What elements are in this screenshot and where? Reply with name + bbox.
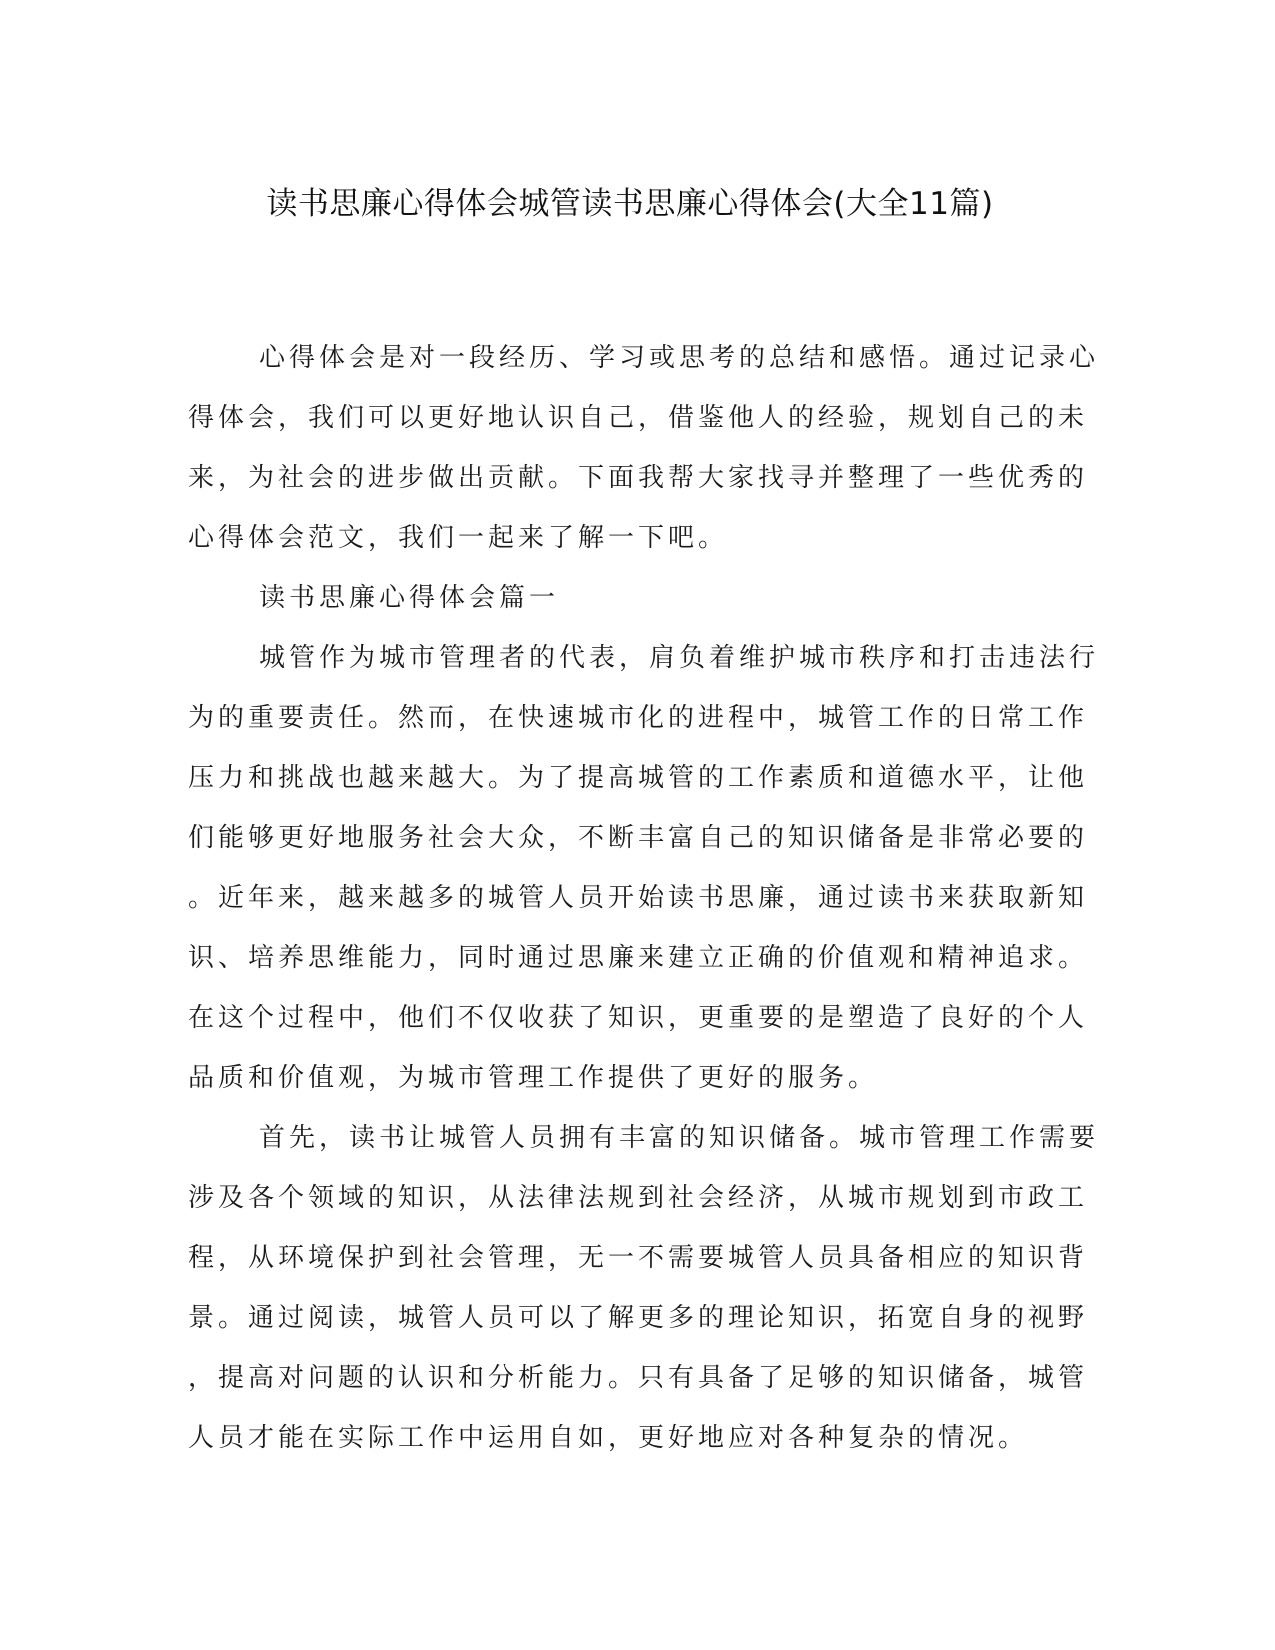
document-title: 读书思廉心得体会城管读书思廉心得体会(大全11篇) xyxy=(266,186,994,222)
body-line: 为的重要责任。然而，在快速城市化的进程中，城管工作的日常工作 xyxy=(188,703,1089,733)
body-line: 心得体会范文，我们一起来了解一下吧。 xyxy=(188,523,729,553)
body-line: 识、培养思维能力，同时通过思廉来建立正确的价值观和精神追求。 xyxy=(188,943,1089,973)
body-line: ，提高对问题的认识和分析能力。只有具备了足够的知识储备，城管 xyxy=(188,1363,1089,1393)
body-line: 景。通过阅读，城管人员可以了解更多的理论知识，拓宽自身的视野 xyxy=(188,1303,1089,1333)
body-line: 人员才能在实际工作中运用自如，更好地应对各种复杂的情况。 xyxy=(188,1423,1029,1453)
section-heading: 读书思廉心得体会篇一 xyxy=(259,583,560,613)
body-line: 涉及各个领域的知识，从法律法规到社会经济，从城市规划到市政工 xyxy=(188,1183,1089,1213)
body-line: 心得体会是对一段经历、学习或思考的总结和感悟。通过记录心 xyxy=(259,343,1100,373)
body-line: 得体会，我们可以更好地认识自己，借鉴他人的经验，规划自己的未 xyxy=(188,403,1089,433)
body-line: 首先，读书让城管人员拥有丰富的知识储备。城市管理工作需要 xyxy=(259,1123,1100,1153)
body-line: 压力和挑战也越来越大。为了提高城管的工作素质和道德水平，让他 xyxy=(188,763,1089,793)
body-line: 在这个过程中，他们不仅收获了知识，更重要的是塑造了良好的个人 xyxy=(188,1003,1089,1033)
body-line: 程，从环境保护到社会管理，无一不需要城管人员具备相应的知识背 xyxy=(188,1243,1089,1273)
body-line: 们能够更好地服务社会大众，不断丰富自己的知识储备是非常必要的 xyxy=(188,823,1089,853)
body-line: 。近年来，越来越多的城管人员开始读书思廉，通过读书来获取新知 xyxy=(188,883,1089,913)
body-line: 品质和价值观，为城市管理工作提供了更好的服务。 xyxy=(188,1063,879,1093)
body-line: 城管作为城市管理者的代表，肩负着维护城市秩序和打击违法行 xyxy=(259,643,1100,673)
body-line: 来，为社会的进步做出贡献。下面我帮大家找寻并整理了一些优秀的 xyxy=(188,463,1089,493)
document-body xyxy=(188,328,1100,1468)
